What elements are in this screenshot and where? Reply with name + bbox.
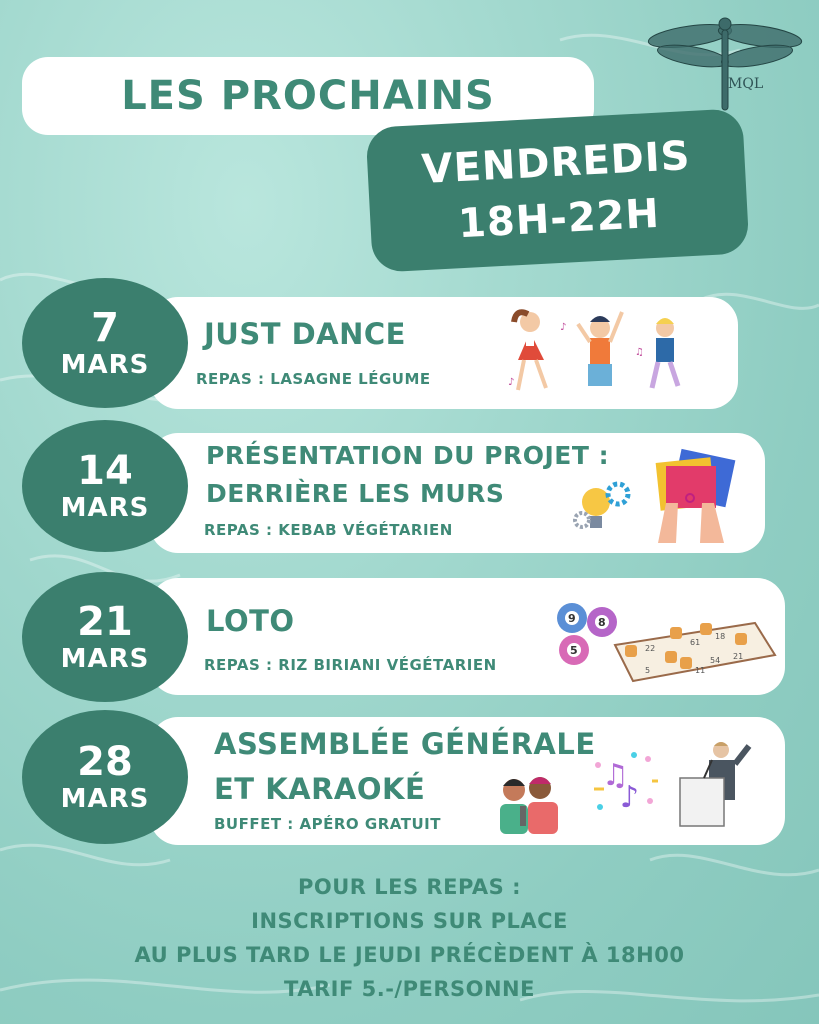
event-title: JUST DANCE <box>204 317 406 351</box>
svg-text:♫: ♫ <box>602 758 629 793</box>
dragonfly-logo-icon <box>645 14 805 114</box>
footer-line: AU PLUS TARD LE JEUDI PRÉCÈDENT À 18H00 <box>134 943 685 967</box>
event-month: MARS <box>60 644 150 674</box>
svg-text:♪: ♪ <box>508 377 515 388</box>
event-month: MARS <box>60 784 150 814</box>
event-day: 7 <box>91 305 119 351</box>
event-date-1 <box>22 278 188 408</box>
hours-label: 18H-22H <box>456 190 661 247</box>
footer-line: INSCRIPTIONS SUR PLACE <box>251 909 568 933</box>
page-title: LES PROCHAINS <box>121 73 495 119</box>
bingo-card-number: 61 <box>690 638 701 647</box>
bingo-card-number: 11 <box>695 666 706 675</box>
event-date-3 <box>22 572 188 702</box>
event-title: PRÉSENTATION DU PROJET : <box>206 441 610 470</box>
schedule-badge <box>365 108 749 273</box>
speaker-at-podium-icon <box>676 738 761 830</box>
bingo-card-number: 18 <box>715 632 726 641</box>
event-month: MARS <box>60 493 150 523</box>
footer-price: TARIF 5.-/PERSONNE <box>284 977 535 1001</box>
bingo-card-icon <box>605 615 780 687</box>
event-title: ASSEMBLÉE GÉNÉRALE <box>214 727 596 761</box>
event-month: MARS <box>60 350 150 380</box>
bingo-ball-number: 5 <box>570 644 578 657</box>
bingo-card-number: 5 <box>645 666 651 675</box>
svg-text:♪: ♪ <box>560 322 567 333</box>
meal-info-footer <box>0 870 819 1006</box>
event-day: 14 <box>77 448 133 494</box>
footer-line: POUR LES REPAS : <box>297 875 521 899</box>
svg-text:♫: ♫ <box>635 347 644 358</box>
event-title-line2: ET KARAOKÉ <box>214 772 426 806</box>
event-date-2 <box>22 420 188 552</box>
bingo-card-number: 21 <box>733 652 744 661</box>
logo-text: MQL <box>728 76 764 92</box>
bingo-ball-number: 8 <box>598 616 606 629</box>
bingo-ball-number: 9 <box>568 612 576 625</box>
event-subtitle: REPAS : LASAGNE LÉGUME <box>196 370 431 388</box>
bingo-card-number: 22 <box>645 644 656 653</box>
dancing-kids-icon <box>500 300 700 405</box>
event-subtitle: REPAS : RIZ BIRIANI VÉGÉTARIEN <box>204 656 497 674</box>
music-notes-icon <box>590 745 660 820</box>
event-title: LOTO <box>206 604 295 638</box>
svg-text:♪: ♪ <box>620 780 640 815</box>
lightbulb-gears-icon <box>570 470 640 540</box>
bingo-card-number: 54 <box>710 656 721 665</box>
karaoke-singers-icon <box>492 766 572 838</box>
weekday-label: VENDREDIS <box>420 132 692 193</box>
event-day: 28 <box>77 739 133 785</box>
event-subtitle: REPAS : KEBAB VÉGÉTARIEN <box>204 521 453 539</box>
paper-craft-icon <box>648 448 738 543</box>
event-subtitle: BUFFET : APÉRO GRATUIT <box>214 815 441 833</box>
event-title-line2: DERRIÈRE LES MURS <box>206 479 505 508</box>
event-date-4 <box>22 710 188 844</box>
event-day: 21 <box>77 599 133 645</box>
